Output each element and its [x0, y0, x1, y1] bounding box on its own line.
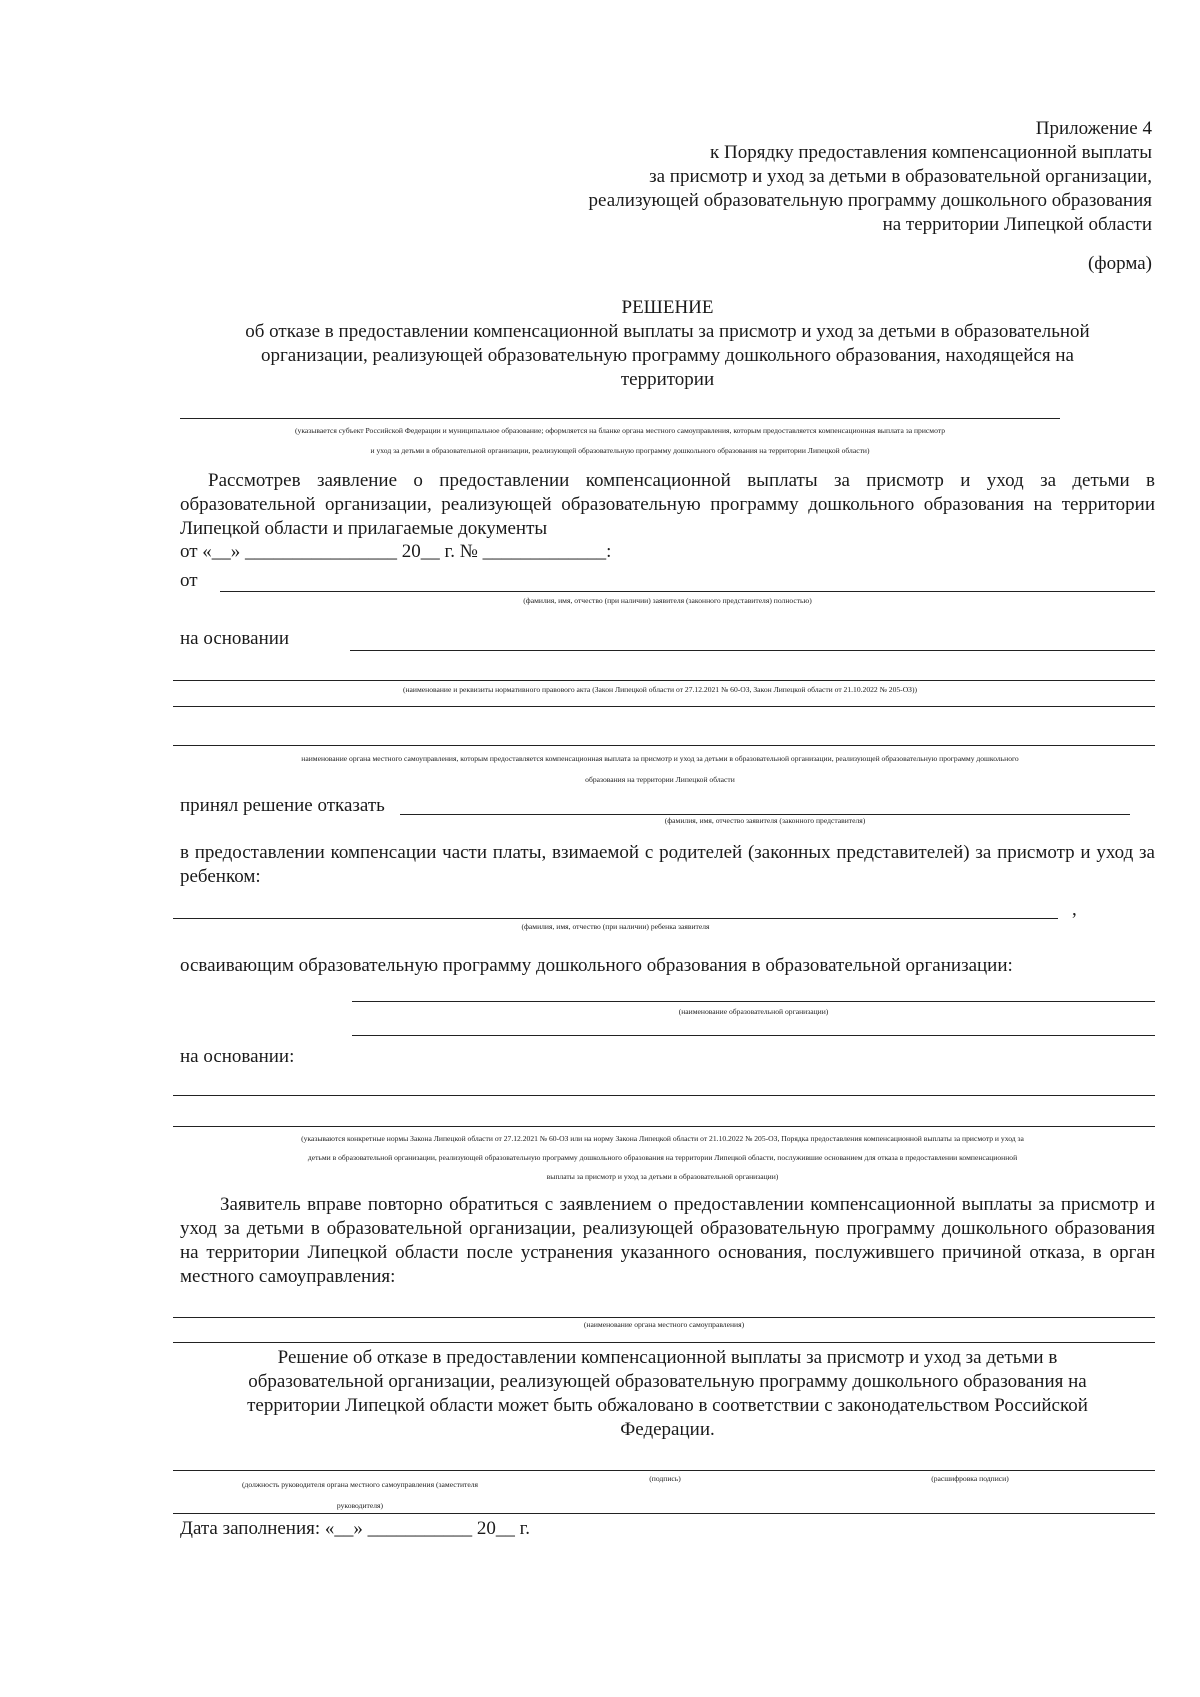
organization-line-2 [352, 1035, 1155, 1036]
grounds-caption [160, 1129, 1165, 1186]
appendix-number: Приложение 4 [1035, 118, 1152, 139]
decision-label: принял решение отказать [180, 795, 385, 816]
legal-act-caption: (наименование и реквизиты нормативного правового акта (Закон Липецкой области от 27.12.2021 № 60-ОЗ, Закон Липецкой области от 21.10.2022 № 205-ОЗ)) [402, 685, 918, 694]
caption-line: детьми в образовательной организации, реализующей образовательную программу дошкольного образования на территории Липецкой области, послужившие основанием для отказа в предоставлении компенсационной [307, 1153, 1018, 1162]
child-comma: , [1072, 899, 1077, 920]
authority-line-2 [173, 745, 1155, 746]
form-note: (форма) [1087, 253, 1152, 274]
subtitle-line: территории [620, 369, 715, 390]
grounds-line-2 [173, 1126, 1155, 1127]
mastering-paragraph: осваивающим образовательную программу дошкольного образования в образовательной организации: [180, 955, 1013, 976]
signature-bottom-line [173, 1513, 1155, 1514]
basis-line [350, 650, 1155, 651]
appendix-line: на территории Липецкой области [882, 214, 1152, 235]
intro-paragraph: Рассмотрев заявление о предоставлении компенсационной выплаты за присмотр и уход за детьми в образовательной организации, реализующей образовательную программу дошкольного образования на территории Липецкой области и прилагаемые документы [180, 470, 1155, 539]
signature-line [173, 1470, 1155, 1471]
subtitle-line: об отказе в предоставлении компенсационной выплаты за присмотр и уход за детьми в образовательной [245, 321, 1090, 342]
self-gov-line [173, 1317, 1155, 1318]
appendix-line: к Порядку предоставления компенсационной выплаты [710, 142, 1152, 163]
appeal-line: Решение об отказе в предоставлении компенсационной выплаты за присмотр и уход за детьми в [277, 1347, 1058, 1368]
applicant-caption: (фамилия, имя, отчество (при наличии) заявителя (законного представителя) полностью) [523, 596, 812, 605]
document-subtitle [150, 320, 1185, 392]
applicant-short-caption: (фамилия, имя, отчество заявителя (законного представителя) [664, 816, 866, 825]
fill-date: Дата заполнения: «__» ___________ 20__ г. [180, 1518, 531, 1539]
caption-line: образования на территории Липецкой области [585, 775, 735, 784]
decision-line [400, 814, 1130, 815]
appendix-header [352, 117, 1152, 237]
caption-line: (указывается субъект Российской Федерации и муниципальное образование; оформляется на бланке органа местного самоуправления, которым предоставляется компенсационная выплата за присмотр [295, 426, 945, 435]
date-number-line: от «__» ________________ 20__ г. № _____________: [180, 541, 612, 562]
territory-line [180, 418, 1060, 419]
caption-line: (указываются конкретные нормы Закона Липецкой области от 27.12.2021 № 60-ОЗ или на норму Закона Липецкой области от 21.10.2022 № 205-ОЗ, Порядка предоставления компенсационной выплаты за присмотр и уход за [301, 1134, 1024, 1143]
refusal-paragraph: в предоставлении компенсации части платы, взимаемой с родителей (законных представителей) за присмотр и уход за ребенком: [180, 842, 1155, 887]
authority-line-1 [173, 706, 1155, 707]
child-line [173, 918, 1058, 919]
caption-line: (должность руководителя органа местного самоуправления (заместителя [241, 1480, 478, 1489]
child-caption: (фамилия, имя, отчество (при наличии) ребенка заявителя [521, 922, 710, 931]
legal-act-line [173, 680, 1155, 681]
reapply-paragraph: Заявитель вправе повторно обратиться с заявлением о предоставлении компенсационной выплаты за присмотр и уход за детьми в образовательной организации, реализующей образовательную программу дошкольного образования на территории Липецкой области после устранения указанного основания, послужившего причиной отказа, в орган местного самоуправления: [180, 1194, 1155, 1287]
basis-label: на основании [180, 628, 290, 649]
self-gov-caption: (наименование органа местного самоуправления) [583, 1320, 745, 1329]
caption-line: и уход за детьми в образовательной организации, реализующей образовательную программу дошкольного образования на территории Липецкой области) [370, 446, 870, 455]
document-title: РЕШЕНИЕ [621, 297, 714, 318]
authority-caption [160, 748, 1160, 790]
signature-caption: (подпись) [649, 1474, 681, 1483]
appeal-line: Федерации. [620, 1419, 715, 1440]
organization-line [352, 1001, 1155, 1002]
appeal-paragraph [150, 1346, 1185, 1442]
appeal-line: образовательной организации, реализующей образовательную программу дошкольного образования на [248, 1371, 1087, 1392]
subtitle-line: организации, реализующей образовательную программу дошкольного образования, находящейся на [261, 345, 1074, 366]
from-label: от [180, 570, 198, 591]
organization-caption: (наименование образовательной организации) [678, 1007, 829, 1016]
position-caption [180, 1474, 540, 1516]
caption-line: руководителя) [336, 1501, 384, 1510]
territory-caption [160, 421, 1080, 461]
applicant-line [220, 591, 1155, 592]
caption-line: выплаты за присмотр и уход за детьми в образовательной организации) [546, 1172, 779, 1181]
caption-line: наименование органа местного самоуправления, которым предоставляется компенсационная выплата за присмотр и уход за детьми в образовательной организации, реализующей образовательную программу дошкольного [301, 754, 1019, 763]
basis-label-2: на основании: [180, 1046, 295, 1067]
appeal-line: территории Липецкой области может быть обжаловано в соответствии с законодательством Российской [247, 1395, 1088, 1416]
decryption-caption: (расшифровка подписи) [931, 1474, 1009, 1483]
grounds-line-1 [173, 1095, 1155, 1096]
self-gov-line-2 [173, 1342, 1155, 1343]
appendix-line: за присмотр и уход за детьми в образовательной организации, [649, 166, 1152, 187]
appendix-line: реализующей образовательную программу дошкольного образования [588, 190, 1152, 211]
